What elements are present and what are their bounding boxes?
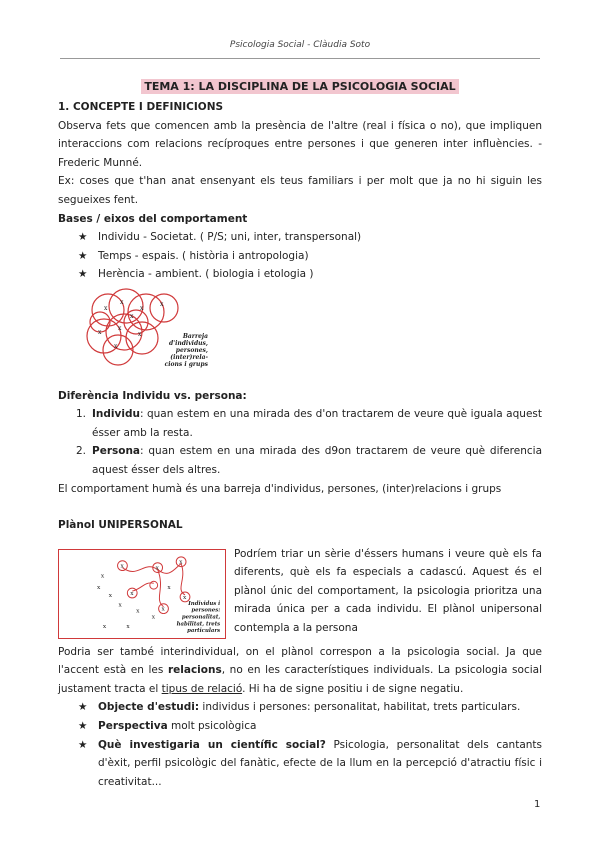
figure-caption — [165, 333, 209, 368]
spacer — [58, 535, 542, 545]
unipersonal-paragraph: Podríem triar un sèrie d'éssers humans i veure què els fa diferents, què els fa especials a cadascú. Aquest és el plànol únic del comportament, la psicologia prioritza una mirada única per a cada individu. El plànol unipersonal contempla a la persona — [234, 547, 542, 635]
paragraph-text: , no en les característiques individuals. La psicologia social justament tracta el — [58, 664, 542, 695]
page-title: TEMA 1: LA DISCIPLINA DE LA PSICOLOGIA SOCIAL — [141, 79, 458, 94]
caption-line: persones: — [191, 607, 221, 614]
bold-term: relacions — [167, 664, 222, 677]
svg-text:x: x — [126, 623, 130, 630]
document-body — [58, 78, 542, 791]
caption-line: Individus i — [188, 600, 221, 607]
underlined-term: tipus de relació — [161, 682, 243, 695]
example-paragraph: Ex: coses que t'han anat ensenyant els teus familiars i per molt que ja no hi siguin les segueixes fent. — [58, 175, 542, 206]
unipersonal-heading: Plànol UNIPERSONAL — [58, 519, 183, 532]
summary-paragraph: El comportament humà és una barreja d'individus, persones, (inter)relacions i grups — [58, 482, 502, 495]
title-row — [58, 78, 542, 98]
svg-text:x: x — [120, 298, 124, 306]
star-bullet-icon: ★ — [78, 268, 88, 281]
svg-text:x: x — [161, 606, 165, 613]
individuals-groups-figure — [80, 288, 210, 370]
svg-text:x: x — [136, 608, 140, 615]
caption-line: habilitat, trets — [176, 620, 221, 627]
term-definition: : quan estem en una mirada des d9on tractarem de veure què diferencia aquest ésser dels altres. — [92, 445, 542, 476]
svg-text:x: x — [114, 342, 118, 350]
list-item — [78, 265, 542, 284]
svg-text:x: x — [167, 584, 171, 591]
header-divider — [60, 58, 540, 59]
caption-line: cions i grups — [164, 360, 208, 368]
item-text: molt psicològica — [167, 720, 257, 733]
svg-text:x: x — [97, 584, 101, 591]
caption-line: persones, — [175, 346, 208, 354]
list-item — [78, 247, 542, 266]
overlapping-circles — [87, 289, 178, 365]
list-number: 2. — [76, 445, 87, 458]
unipersonal-figure — [58, 549, 226, 639]
svg-text:x: x — [102, 623, 107, 630]
caption-line: personalitat, — [181, 614, 221, 621]
running-header: Psicologia Social - Clàudia Soto — [229, 40, 371, 50]
item-label: Què investigaria un científic social? — [98, 738, 326, 751]
term-persona: Persona — [92, 445, 141, 458]
term-individu: Individu — [92, 408, 140, 421]
list-item — [76, 442, 542, 479]
bases-list — [58, 228, 542, 284]
svg-text:x: x — [130, 590, 134, 597]
svg-text:x: x — [100, 573, 105, 580]
caption-line: particulars — [187, 627, 221, 634]
star-bullet-icon: ★ — [78, 738, 88, 751]
svg-text:x: x — [130, 312, 134, 320]
caption-line: Barreja — [182, 332, 208, 340]
item-label: Perspectiva — [98, 720, 168, 733]
interindividual-paragraph — [58, 643, 542, 699]
svg-text:x: x — [108, 592, 113, 599]
spacer — [58, 498, 542, 516]
list-item — [78, 736, 542, 792]
definition-paragraph: Observa fets que comencen amb la presència de l'altre (real i física o no), que impliquen interaccions com relacions recíproques entre persones i que generen inter influències. - Frederic Munné. — [58, 119, 542, 169]
star-bullet-icon: ★ — [78, 701, 88, 714]
figure-caption — [177, 600, 221, 633]
difference-list — [58, 405, 542, 479]
term-definition: : quan estem en una mirada des d'on tractarem de veure què iguala aquest ésser amb la resta. — [92, 408, 542, 439]
star-bullet-icon: ★ — [78, 231, 88, 244]
bases-item-text: Individu - Societat. ( P/S; uni, inter, transpersonal) — [98, 231, 362, 244]
list-item — [78, 228, 542, 247]
difference-heading: Diferència Individu vs. persona: — [58, 389, 247, 402]
item-label: Objecte d'estudi: — [98, 701, 200, 714]
svg-text:x: x — [183, 594, 187, 601]
svg-text:x: x — [98, 328, 102, 336]
caption-line: d'individus, — [169, 339, 208, 347]
item-text: individus i persones: personalitat, habilitat, trets particulars. — [199, 701, 521, 714]
svg-text:x: x — [160, 300, 164, 308]
svg-text:x: x — [118, 324, 122, 332]
section-heading-concepte: 1. CONCEPTE I DEFINICIONS — [58, 101, 224, 113]
svg-text:x: x — [120, 563, 124, 570]
star-bullet-icon: ★ — [78, 720, 88, 733]
paragraph-text: Podria ser també interindividual, on el plànol correspon a la psicologia social. Ja que l'accent està en les — [58, 645, 542, 677]
star-bullet-icon: ★ — [78, 249, 88, 262]
svg-text:x: x — [140, 304, 144, 312]
list-item — [78, 717, 542, 736]
caption-line: (inter)rela- — [170, 353, 208, 361]
list-number: 1. — [76, 408, 87, 421]
svg-text:x: x — [138, 330, 142, 338]
svg-text:x: x — [151, 614, 156, 621]
item-text: Psicologia, personalitat dels cantants d'èxit, perfil psicològic del fanàtic, efecte de la llum en la percepció d'atractiu físic i creativitat... — [98, 738, 543, 788]
svg-text:x: x — [104, 304, 108, 312]
unipersonal-list — [58, 698, 542, 791]
svg-text:x: x — [118, 602, 122, 609]
list-item — [78, 698, 542, 717]
svg-text:x: x — [155, 565, 160, 572]
bases-heading: Bases / eixos del comportament — [58, 212, 248, 225]
paragraph-text: . Hi ha de signe positiu i de signe negatiu. — [242, 682, 464, 695]
bases-item-text: Herència - ambient. ( biologia i etologia ) — [98, 268, 314, 281]
svg-text:x: x — [179, 559, 183, 566]
bases-item-text: Temps - espais. ( història i antropologia) — [98, 249, 309, 262]
page-number: 1 — [534, 799, 541, 810]
list-item — [76, 405, 542, 442]
